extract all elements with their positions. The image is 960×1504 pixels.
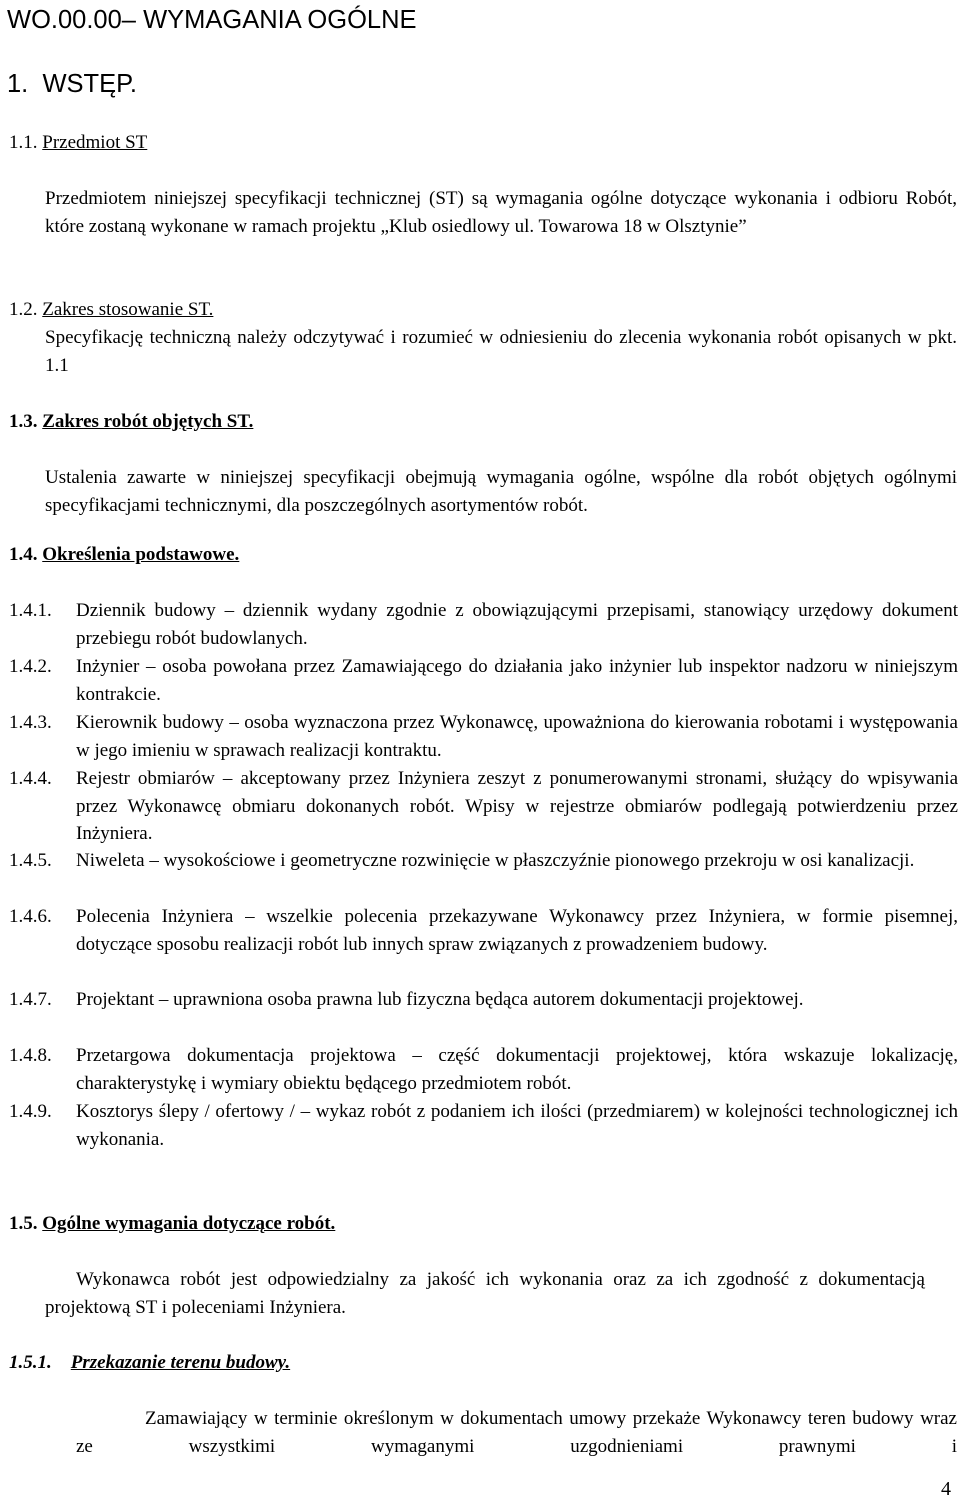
- section-1-3-heading: [9, 408, 253, 436]
- definition-text: Rejestr obmiarów – akceptowany przez Inżyniera zeszyt z ponumerowanymi stronami, służący do wpisywania przez Wykonawcę obmiaru dokonanych robót. Wpisy w rejestrze obmiarów podlegają potwierdzeniu przez Inżyniera.: [76, 768, 958, 844]
- definition-number: 1.4.1.: [9, 600, 52, 621]
- section-1-1-text: Przedmiotem niniejszej specyfikacji technicznej (ST) są wymagania ogólne dotyczące wykonania i odbioru Robót, które zostaną wykonane w ramach projektu „Klub osiedlowy ul. Towarowa 18 w Olsztynie”: [45, 188, 957, 237]
- section-number: 1.2.: [9, 299, 38, 320]
- section-1-1-heading: [9, 129, 147, 157]
- section-number: 1.3.: [9, 411, 38, 432]
- section-title: WSTĘP.: [42, 70, 137, 98]
- section-title: Zakres stosowanie ST.: [42, 299, 214, 320]
- section-title: Przekazanie terenu budowy.: [70, 1352, 291, 1373]
- definition-text: Przetargowa dokumentacja projektowa – część dokumentacji projektowej, która wskazuje lokalizację, charakterystykę i wymiary obiektu będącego przedmiotem robót.: [76, 1045, 958, 1094]
- section-title: Ogólne wymagania dotyczące robót.: [42, 1213, 336, 1234]
- definition-text: Projektant – uprawniona osoba prawna lub fizyczna będąca autorem dokumentacji projektowej.: [76, 989, 804, 1010]
- definition-text: Polecenia Inżyniera – wszelkie polecenia przekazywane Wykonawcy przez Inżyniera, w formie pisemnej, dotyczące sposobu realizacji robót lub innych spraw związanych z prowadzeniem budowy.: [76, 906, 958, 955]
- section-title: Zakres robót objętych ST.: [42, 411, 254, 432]
- definition-number: 1.4.5.: [9, 850, 52, 871]
- section-1-4-heading: [9, 541, 239, 569]
- section-number: 1.: [7, 70, 29, 98]
- document-title: WO.00.00– WYMAGANIA OGÓLNE: [7, 6, 417, 34]
- section-number: 1.5.1.: [9, 1352, 52, 1373]
- definition-number: 1.4.3.: [9, 712, 52, 733]
- section-title: Określenia podstawowe.: [42, 544, 240, 565]
- section-number: 1.5.: [9, 1213, 38, 1234]
- section-1-5-heading: [9, 1210, 335, 1238]
- section-1-5-1-heading: [9, 1349, 290, 1377]
- section-1-2-heading: [9, 296, 213, 324]
- section-title: Przedmiot ST: [42, 132, 148, 153]
- section-number: 1.1.: [9, 132, 38, 153]
- definition-text: Kierownik budowy – osoba wyznaczona przez Wykonawcę, upoważniona do kierowania robotami i występowania w jego imieniu w sprawach realizacji kontraktu.: [76, 712, 958, 761]
- page-number: 4: [941, 1478, 951, 1500]
- definition-text: Kosztorys ślepy / ofertowy / – wykaz robót z podaniem ich ilości (przedmiarem) w kolejności technologicznej ich wykonania.: [76, 1101, 958, 1150]
- section-number: 1.4.: [9, 544, 38, 565]
- definition-number: 1.4.6.: [9, 906, 52, 927]
- definition-text: Inżynier – osoba powołana przez Zamawiającego do działania jako inżynier lub inspektor nadzoru w niniejszym kontrakcie.: [76, 656, 958, 705]
- section-1-2-text: Specyfikację techniczną należy odczytywać i rozumieć w odniesieniu do zlecenia wykonania robót opisanych w pkt. 1.1: [45, 327, 957, 376]
- section-1-3-text: Ustalenia zawarte w niniejszej specyfikacji obejmują wymagania ogólne, wspólne dla robót objętych ogólnymi specyfikacjami technicznymi, dla poszczególnych asortymentów robót.: [45, 467, 957, 516]
- definition-number: 1.4.8.: [9, 1045, 52, 1066]
- definition-text: Dziennik budowy – dziennik wydany zgodnie z obowiązującymi przepisami, stanowiący urzędowy dokument przebiegu robót budowlanych.: [76, 600, 958, 649]
- definition-text: Niweleta – wysokościowe i geometryczne rozwinięcie w płaszczyźnie pionowego przekroju w osi kanalizacji.: [76, 850, 915, 871]
- definition-number: 1.4.7.: [9, 989, 52, 1010]
- definition-number: 1.4.2.: [9, 656, 52, 677]
- definition-number: 1.4.9.: [9, 1101, 52, 1122]
- section-1-5-1-text: Zamawiający w terminie określonym w dokumentach umowy przekaże Wykonawcy teren budowy wraz ze wszystkimi wymaganymi uzgodnieniami prawnymi i: [76, 1408, 957, 1457]
- section-1-5-text: Wykonawca robót jest odpowiedzialny za jakość ich wykonania oraz za ich zgodność z dokumentacją projektową ST i poleceniami Inżyniera.: [45, 1269, 925, 1318]
- definition-number: 1.4.4.: [9, 768, 52, 789]
- section-1-heading: [7, 68, 137, 100]
